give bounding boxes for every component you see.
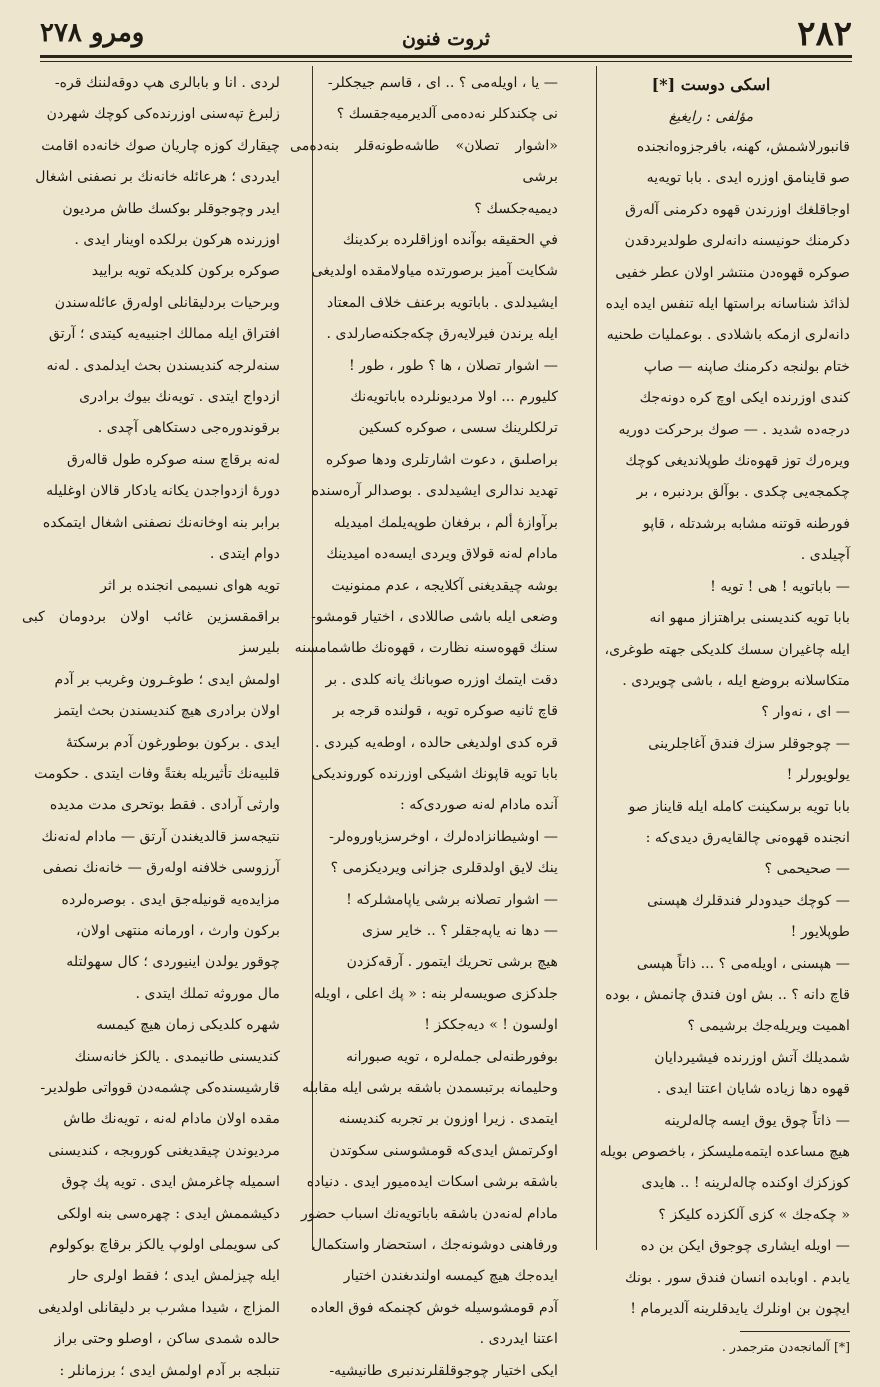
text-line: ايشيدلدى . باباتويه برعنف خلاف المعتاد xyxy=(327,294,558,311)
text-line: ايكى اختيار چوجوقلقلرندنبرى طانيشيه- xyxy=(329,1362,558,1379)
text-line: — صحيحمى ؟ xyxy=(764,861,850,878)
text-line: قره كدى اولديغى حالده ، اوطەيه كيردى . xyxy=(314,734,558,751)
text-line: تويه هواى نسيمى انجنده بر اثر xyxy=(100,577,280,594)
text-line: مادام لەنەدن باشقه باباتويەنك اسباب حضور xyxy=(300,1205,558,1222)
text-line: لەنه برقاچ سنه صوكره طول قالەرق xyxy=(66,451,280,468)
text-line: ديميەجكسك ؟ xyxy=(474,200,558,217)
text-line: — دها نه ياپەجقلر ؟ .. خاير سزى xyxy=(362,922,558,939)
text-line: قهوه دها زياده شايان اعتنا ايدى . xyxy=(656,1081,850,1098)
text-line: بوشه چيقديغنى آكلايجه ، عدم ممنونيت xyxy=(331,577,558,594)
text-line: — هپسنى ، اويلەمى ؟ ... ذاتاً هپسى xyxy=(636,955,850,972)
text-line: ايدردى ؛ هرعائله خانەنك بر نصفنى اشغال xyxy=(35,169,280,186)
text-line: وبرحيات بردليقانلى اولەرق عائلەسندن xyxy=(54,294,280,311)
text-line: دانەلرى ازمكه باشلادى . بوعمليات طحنيه xyxy=(606,327,850,344)
text-line: زلبرغ تپەسنى اوزرندەكى كوچك شهردن xyxy=(46,106,280,123)
footnote-rule xyxy=(740,1331,850,1332)
text-line: دكرمنك حونيسنه دانەلرى طولديردقدن xyxy=(624,233,850,250)
text-line: — يا ، اويلەمى ؟ .. اى ، قاسم جيجكلر- xyxy=(327,75,558,91)
text-line: وارثى آرادى . فقط بوتحرى مدت مديده xyxy=(49,797,280,814)
text-line: اوزرنده هركون برلكده اوينار ايدى . xyxy=(74,232,280,249)
text-line: ايله چيزلمش ايدى ؛ فقط اولرى حار xyxy=(68,1268,280,1285)
text-line: برآوازۀ ألم ، برفغان طوپەيلمك اميديله xyxy=(333,514,558,531)
column-middle-body xyxy=(290,68,558,1387)
article-title: اسكى دوست [*] xyxy=(651,75,771,94)
text-line: چكمجەيى چكدى . بوآلق بردنبره ، بر xyxy=(636,484,850,501)
text-line: قاچ ثانيه صوكره تويه ، قولنده قرجه بر xyxy=(332,703,558,720)
text-line: آدم قومشوسيله خوش كچنمكه فوق العاده xyxy=(310,1299,558,1316)
text-line: متكاسلانه بروضع ايله ، باشى چويردى . xyxy=(622,672,850,689)
text-line: « چكەجك » كزى آلكزده كليكز ؟ xyxy=(658,1206,850,1223)
text-line: اولسون ! » ديەجككز ! xyxy=(424,1017,558,1034)
text-line: اولمش ايدى ؛ طوغـرون وغريب بر آدم xyxy=(54,671,280,688)
column-left-body xyxy=(22,68,280,1387)
text-line: براقمقسزين غائب اولان بردومان كبى بليرسز xyxy=(22,608,280,657)
text-line: بابا تويه كنديسنى براهتزاز مىهو انه xyxy=(649,610,850,627)
text-line: مقده اولان مادام لەنه ، تويەنك طاش xyxy=(63,1111,280,1128)
text-line: قلبيەنك تأثيريله بغتةً وفات ايتدى . حكومت xyxy=(34,765,280,782)
text-line: دوام ايتدى . xyxy=(209,546,280,563)
text-line: ينك لايق اولدقلرى جزانى ويرديكزمى ؟ xyxy=(330,860,558,877)
text-line: اوجاقلغك اوزرندن قهوه دكرمنى آلەرق xyxy=(625,201,850,218)
header-page-number-left: ومرو ٢٧٨ xyxy=(40,18,145,48)
text-line: قارشيسندەكى چشمەدن قوواتى طولدير- xyxy=(40,1080,280,1096)
text-line: لردى . انا و بابالرى هپ دوقەلننك قره- xyxy=(54,75,280,91)
header-rule-thin xyxy=(40,61,852,62)
text-line: — اشوار تصلان ، ها ؟ طور ، طور ! xyxy=(348,357,558,374)
text-line: المزاج ، شيدا مشرب بر دليقانلى اولديغى xyxy=(38,1299,280,1316)
text-line: مزايدەيه قونيلەجق ايدى . بوصرەلرده xyxy=(61,891,280,908)
text-line: صوكره قهوەدن منتشر اولان عطر خفيى xyxy=(615,264,850,281)
text-line: ختام بولنجه دكرمنك صاپنه — صاپ xyxy=(643,358,850,375)
text-line: افتراق ايله ممالك اجنبيەيه كيتدى ؛ آرتق xyxy=(48,326,280,343)
text-line: بوفورطنەلى جملەلره ، تويه صبورانه xyxy=(346,1048,558,1065)
text-line: كليورم ... اولا مرديونلرده باباتويەنك xyxy=(350,389,558,406)
text-line: — اوشيطانزادەلرك ، اوخرسزياوروەلر- xyxy=(329,828,558,845)
text-line: آنده مادام لەنه صوردى‌كه : xyxy=(399,797,558,814)
text-line: اولان برادرى هيچ كنديسندن بحث ايتمز xyxy=(54,703,280,720)
text-line: هيچ برشى تحريك ايتمور . آرقەكزدن xyxy=(346,954,558,971)
text-line: ايدر وچوجوقلر بوكسك طاش مرديون xyxy=(62,200,280,217)
text-line: نتيجەسز قالديغندن آرتق — مادام لەنەنك xyxy=(41,828,280,845)
text-line: براصلىق ، دعوت اشارتلرى ودها صوكره xyxy=(325,451,558,468)
text-line: وحليمانه برتبسمدن باشقه برشى ايله مقابله xyxy=(302,1080,558,1096)
text-line: شكايت آميز برصورتده مياولامقده اولديغى xyxy=(311,263,558,280)
text-line: مرديوندن چيقديغنى كوروبجه ، كنديسنى xyxy=(48,1142,280,1159)
text-line: اعتنا ايدردى . xyxy=(479,1331,558,1348)
text-line: درجەده شديد . — صوك برحركت دوريه xyxy=(618,421,850,438)
text-line: ترلكلرينك سسى ، صوكره كسكين xyxy=(358,420,558,437)
column-left xyxy=(22,68,280,1387)
text-line: انجنده قهوەنى چالقايەرق ديدى‌كه : xyxy=(645,829,850,846)
article-author: مؤلفى : رايغيغ xyxy=(668,109,754,125)
text-line: ايتمدى . زيرا اوزون بر تجربه كنديسنه xyxy=(338,1111,558,1128)
text-line: ورفاهنى دوشونەجك ، استحضار واستكمال xyxy=(311,1237,558,1254)
text-line: قانبورلاشمش، كهنه، بافرجزوه‌انجنده xyxy=(636,139,850,155)
text-line: ايدى . بركون بوطورغون آدم برسكتۀ xyxy=(65,734,280,751)
footnote: [*] آلمانجەدن مترجمدر . xyxy=(721,1339,850,1355)
text-line: دورۀ ازدواجدن يكانه يادكار قالان اوغليله xyxy=(46,483,280,500)
text-line: بابا تويه برسكينت كامله ايله قايناز صو xyxy=(628,798,850,815)
text-line: مال موروثه تملك ايتدى . xyxy=(135,985,280,1002)
text-line: ايله يرندن فيرلايەرق چكەجكنەصارلدى . xyxy=(326,326,558,343)
text-line: باشقه برشى اسكات ايدەميور ايدى . دنياده xyxy=(306,1174,558,1191)
text-line: — چوجوقلر سزك فندق آغاجلرينى xyxy=(648,735,850,752)
text-line: مادام لەنە قولاق ويردى ايسەده اميدينك xyxy=(326,546,558,563)
text-line: اهميت ويريلەجك برشيمى ؟ xyxy=(687,1018,850,1035)
page-header xyxy=(40,14,852,66)
text-line: برقوندورەجى دستكاهى آچدى . xyxy=(97,420,280,437)
text-line: ويرەرك توز قهوەنك طوپلانديغى كوچك xyxy=(625,453,850,470)
header-rule-thick xyxy=(40,55,852,58)
text-line: وضعى ايله باشى صاللادى ، اختيار قومشو- xyxy=(311,608,558,625)
text-line: حالده شمدى ساكن ، اوصلو وحتى براز xyxy=(54,1331,280,1348)
text-line: ايدەجك هيچ كيمسه اولندىغندن اختيار xyxy=(343,1268,558,1285)
text-line: اسميله چاغرمش ايدى . تويه پك چوق xyxy=(61,1174,280,1191)
text-line: آچيلدى . xyxy=(800,547,850,564)
text-line: تنبلجه بر آدم اولمش ايدى ؛ برزمانلر : xyxy=(59,1362,280,1379)
text-line: طوپلايور ! xyxy=(790,924,850,941)
text-line: «اشوار تصلان» طاشەطونەقلر بنەدەمى برشى xyxy=(290,137,558,186)
text-line: كوزكزك اوكنده چالەلرينه ! .. هايدى xyxy=(641,1175,850,1192)
text-line: قاچ دانه ؟ .. بش اون فندق چانمش ، بوده xyxy=(605,986,850,1003)
text-line: تهديد ندالرى ايشيدلدى . بوصدالر آرەسنده xyxy=(311,483,558,500)
text-line: برابر بنه اوخانەنك نصفنى اشغال ايتمكده xyxy=(42,514,280,531)
text-line: كى سويملى اولوپ يالكز برقاچ بوكولوم xyxy=(49,1237,280,1254)
text-line: — كوچك حيدودلر فندقلرك هپسنى xyxy=(647,892,850,909)
text-line: دقت ايتمك اوزره صوبانك يانه كلدى . بر xyxy=(325,671,558,688)
text-line: — ذاتاً چوق يوق ايسه چالەلرينه xyxy=(664,1112,850,1129)
text-line: شمديلك آتش اوزرنده فيشيردايان xyxy=(654,1049,850,1066)
text-line: هيچ مساعده ايتمەمليسكز ، باخصوص بويله xyxy=(599,1144,850,1160)
text-line: بركون وارث ، اورمانه منتهى اولان، xyxy=(76,922,280,939)
text-line: دكيشممش ايدى : چهرەسى بنه اولكى xyxy=(56,1205,280,1222)
text-line: — باباتويه ! هى ! تويه ! xyxy=(710,578,850,595)
text-line: يابدم . اوبابده انسان فندق سور . بونك xyxy=(625,1269,850,1286)
journal-title: ثروت فنون xyxy=(401,28,491,50)
text-line: بابا تويه قاپونك اشيكى اوزرنده كورونديكى xyxy=(311,765,558,782)
text-line: فورطنه قوتنه مشابه برشدتله ، قاپو xyxy=(642,515,850,532)
text-line: سنك قهوەسنه نظارت ، قهوەنك طاشمامسنه xyxy=(294,640,558,657)
text-line: — اشوار تصلانه برشى ياپامشلركه ! xyxy=(346,891,558,908)
text-line: آرزوسى خلافنه اولەرق — خانەنك نصفى xyxy=(42,860,280,877)
text-line: في الحقيقه بوآنده اوزاقلرده بركدينك xyxy=(342,232,558,249)
text-line: اوكرتمش ايدى‌كه قومشوسنى سكوتدن xyxy=(329,1142,558,1159)
text-line: جلدكزى صويسەلر بنه : « پك اعلى ، اويله xyxy=(313,985,558,1002)
text-line: نى چكندكلر نەدەمى آلديرميەجقسك ؟ xyxy=(336,106,558,123)
text-line: ازدواج ايتدى . تويەنك بيوك برادرى xyxy=(79,389,280,406)
text-line: چيقارك كوزه چاريان صوك خانەده اقامت xyxy=(41,137,280,154)
text-line: چوقور يولدن اينيوردى ؛ كال سهولتله xyxy=(66,954,280,971)
text-line: صوكره بركون كلديكه تويه براييد xyxy=(91,263,280,280)
column-right-body xyxy=(572,132,850,1325)
column-right xyxy=(572,68,850,1358)
text-line: لذائذ شناسانه براستها ايله تنفس ايده ايده xyxy=(605,296,850,313)
text-line: كندى اوزرنده ايكى اوچ كره دونەجك xyxy=(639,390,850,407)
text-line: ايچون بن اونلرك يايدقلرينه آلديرمام ! xyxy=(630,1301,850,1318)
text-line: يولويورلر ! xyxy=(786,767,850,784)
header-page-number-right: ٢٨٢ xyxy=(797,14,852,54)
text-line: ايله چاغيران سسك كلديكى جهته طوغرى، xyxy=(604,641,850,658)
text-line: — اى ، نەوار ؟ xyxy=(761,704,850,721)
text-line: — اويله ايشارى چوجوق ايكن بن ده xyxy=(640,1238,850,1255)
text-line: كنديسنى طانيمدى . يالكز خانەسنك xyxy=(74,1048,280,1065)
column-middle xyxy=(290,68,558,1387)
text-line: صو قاينامق اوزره ايدى . بابا تويه‌يه xyxy=(646,170,850,187)
text-line: شهره كلديكى زمان هيچ كيمسه xyxy=(96,1017,280,1034)
text-line: سنەلرجه كنديسندن بحث ايدلمدى . لەنه xyxy=(46,357,280,374)
